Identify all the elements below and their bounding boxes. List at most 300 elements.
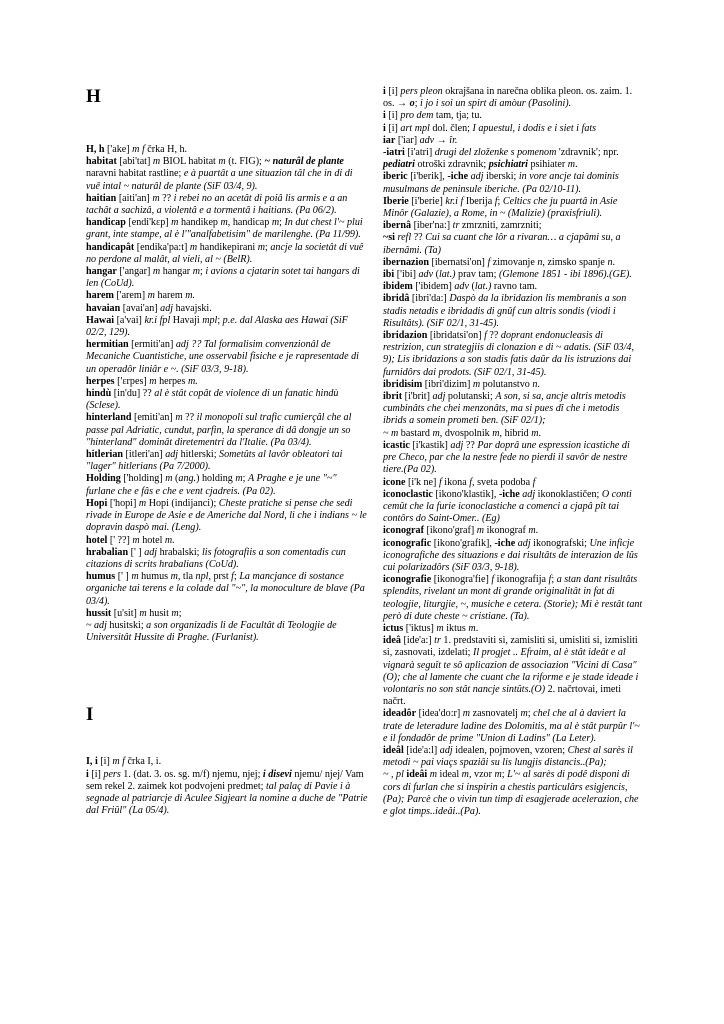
- entry-text: Cheste pratiche si pense che sedi rivade in Europe de Asie e de Americhe dal Nord, li che i indians ~ le dopravin daspò mai. (Leng).: [86, 497, 367, 534]
- entry-text: (: [433, 269, 439, 281]
- entries-i: [86, 756, 368, 817]
- entry-text: [ide'a:]: [400, 635, 435, 647]
- entry-text: n: [607, 256, 613, 268]
- entry-headword: humus: [86, 571, 116, 583]
- entry-text: , handicap: [227, 217, 272, 229]
- entry-text: m f: [112, 756, 125, 768]
- entry-text: m: [567, 159, 576, 171]
- entry-headword: ideadôr: [383, 708, 417, 720]
- entry-text: adj: [450, 439, 464, 451]
- entry-text: bastard: [398, 427, 433, 439]
- dictionary-entry: [86, 156, 368, 193]
- entry-text: m: [220, 217, 228, 229]
- entry-text: ;: [265, 241, 271, 253]
- entry-headword: ibi: [383, 269, 395, 281]
- entry-headword: handicapât: [86, 241, 135, 253]
- entry-text: 1. (dat. 3. os. sg. m/f) njemu, njej;: [120, 768, 263, 780]
- dictionary-entry: [86, 303, 368, 315]
- entry-headword: handicap: [86, 217, 126, 229]
- entry-text: idealen, pojmoven, vzoren;: [452, 744, 568, 756]
- entry-text: m: [171, 607, 179, 619]
- entry-text: m: [147, 290, 155, 302]
- entry-headword: ictus: [383, 622, 404, 634]
- entry-text: [i'brit]: [402, 391, 433, 403]
- entry-text: [i'atri]: [404, 147, 435, 159]
- entry-headword: -iatri: [383, 147, 405, 159]
- entry-text: naravni habitat rastline;: [86, 168, 184, 180]
- dictionary-entry: [383, 281, 645, 293]
- entry-text: [i]: [88, 768, 104, 780]
- entry-text: m.: [164, 534, 175, 546]
- entry-text: ['arem]: [113, 290, 148, 302]
- entry-text: .: [475, 622, 479, 634]
- entry-text: (: [468, 281, 475, 293]
- entry-headword: harem: [86, 290, 114, 302]
- entry-headword: hussit: [86, 607, 112, 619]
- dictionary-entry: [86, 242, 368, 266]
- entry-text: In dut chest l'~ plui grant, inte stampe, al è l'"analfabetisim" de marilenghe. (Pa 11/99).: [86, 217, 363, 241]
- entry-text: pediatri: [383, 159, 415, 171]
- entry-text: [a'vai]: [114, 314, 145, 326]
- entry-text: Tal formalisim convenzionâl de Mecaniche Cuantistiche, une osservabil fisiche e je rapresentade di un operadôr liniâr e ~. (SiF 03/3, 9-18).: [86, 339, 359, 375]
- entry-headword: havaian: [86, 302, 121, 314]
- entry-text: e à puartât a une situazion tâl che in di di vuê intal ~ naturâl de plante (SiF 03/4, 9).: [86, 168, 353, 192]
- entry-headword: i: [86, 768, 89, 780]
- entry-text: (: [172, 473, 179, 485]
- entry-text: f: [548, 574, 552, 586]
- entry-text: ;: [551, 574, 557, 586]
- entry-text: [endika'pa:t]: [134, 241, 190, 253]
- entry-text: polutanstvo: [480, 378, 533, 390]
- dictionary-entry: [86, 756, 368, 768]
- entry-text: ['ibidem]: [412, 281, 455, 293]
- dictionary-entry: [86, 620, 368, 644]
- entry-text: A Praghe e je une "~" furlane che e fâs e che e vent cjadreis. (Pa 02).: [86, 473, 337, 497]
- entry-text: Sometûts al lavôr obleatori tai "lager" hitlerians (Pa 7/2000).: [86, 449, 343, 473]
- entry-headword: ibidem: [383, 281, 413, 293]
- entry-text: tam, tja; tu.: [433, 110, 482, 122]
- entry-headword: ideâ: [383, 635, 401, 647]
- entry-text: Cui sa cuant che lôr a rivaran… a cjapâmi su, a ibernâmi. (Ta): [383, 232, 621, 256]
- entry-text: m: [492, 427, 500, 439]
- entry-headword: i: [383, 110, 386, 122]
- entry-text: ~ , pl: [383, 769, 404, 781]
- entry-text: npl: [195, 571, 209, 583]
- entry-text: m: [531, 427, 539, 439]
- dictionary-entry: [86, 193, 368, 217]
- entry-text: handikep: [178, 217, 221, 229]
- entry-text: tr: [434, 635, 441, 647]
- entry-text: ??: [486, 330, 501, 342]
- entry-text: ;: [527, 708, 534, 720]
- entry-text: [i]: [385, 122, 401, 134]
- entry-text: ;: [217, 314, 223, 326]
- entry-headword: ibridâ: [383, 293, 410, 305]
- entry-text: m: [494, 769, 502, 781]
- entry-headword: hinterland: [86, 412, 132, 424]
- entry-headword: iar: [383, 134, 396, 146]
- entry-text: il monopoli sul trafic cumierçâl che al passe pal Adriatic, cundut, parfin, la sperance di dâ dongje un so "hinterland" dominât diretementri da l'Italie. (Pa 03/4).: [86, 412, 352, 448]
- entry-text: ['ɛrpes]: [114, 375, 150, 387]
- entry-text: ['hopi]: [107, 497, 139, 509]
- entry-headword: habitat: [86, 156, 117, 168]
- dictionary-entry: [383, 745, 645, 769]
- dictionary-entry: [86, 535, 368, 547]
- dictionary-entry: [383, 574, 645, 623]
- entry-text: Par doprâ une espression icastiche di pre Checo, par che la nestre fede no pierdi il savôr de nestre tiere.(Pa 02).: [383, 439, 630, 476]
- dictionary-entry: [86, 608, 368, 620]
- section-heading-h: H: [86, 86, 101, 107]
- dictionary-entry: [383, 135, 645, 147]
- entry-text: adv: [454, 281, 469, 293]
- entry-text: njemu/ njej/ Vam sem rekel 2. zaimek kot podvojeni predmet;: [86, 768, 364, 792]
- entry-text: ??: [182, 412, 197, 424]
- entry-text: adj ??: [175, 339, 202, 351]
- dictionary-entry: [383, 538, 645, 575]
- dictionary-entry: [383, 635, 645, 708]
- entry-text: .: [575, 159, 578, 171]
- entry-text: [i'berik],: [407, 171, 448, 183]
- entry-headword: iberic: [383, 171, 408, 183]
- dictionary-entry: [383, 525, 645, 537]
- entry-text: I apuestul, i dodis e i siet i fats: [472, 122, 597, 134]
- entry-text: Daspò da la ibridazion lis membranis a son stadis netadis e ibridadis di gnûf cun altris sondis (viodi i Risultâts). (SiF 02/1, 31-45).: [383, 293, 627, 329]
- dictionary-entry: [86, 547, 368, 571]
- entry-text: , zimsko spanje: [542, 256, 608, 268]
- entry-text: črka I, i.: [124, 756, 162, 768]
- entry-text: n: [537, 256, 543, 268]
- entry-text: 'zdravnik'; npr.: [556, 147, 619, 159]
- entry-text: L'~ al sarès di podê disponi di cors di furlan che si inspirin a chestis particulârs esigjencis,(Pa); Parcè che o vivin tun timp di esagjerade acelerazion, che e glot timps..ideâi..(Pa).: [383, 769, 639, 817]
- entry-text: f: [532, 476, 536, 488]
- entry-text: [' ??]: [107, 534, 133, 546]
- entry-headword: ibridazion: [383, 330, 428, 342]
- entry-text: , tla: [177, 571, 196, 583]
- entry-text: m: [528, 525, 536, 537]
- entry-headword: ideâl: [383, 744, 404, 756]
- dictionary-entry: [383, 293, 645, 330]
- entry-text: havajski.: [173, 302, 212, 314]
- entry-text: ;: [233, 571, 240, 583]
- entry-text: A son, si sa, ancje altris metodis cumbinâts che chei menzonâts, ma si pues dî che i metodis ibrids a somein prometi ben. (SiF 02/1);: [383, 391, 626, 427]
- entry-text: lat.): [474, 281, 492, 293]
- dictionary-entry: [383, 232, 645, 256]
- entry-text: [' ]: [128, 546, 145, 558]
- entry-text: [ibri'dizim]: [422, 378, 473, 390]
- entry-text: ;: [242, 473, 248, 485]
- entry-text: O conti cemût che la furie iconoclastiche a comenci a cjapâ pît tai contôrs do Saint-Omer.. (Eg): [383, 488, 632, 525]
- entry-text: refl: [397, 232, 412, 244]
- entry-headword: ibrit: [383, 391, 403, 403]
- entry-text: ~ m: [383, 427, 399, 439]
- entry-headword: Hawai: [86, 314, 115, 326]
- entry-text: m: [468, 622, 476, 634]
- dictionary-entry: [383, 123, 645, 135]
- entry-text: f: [469, 476, 473, 488]
- entry-text: zmrzniti, zamrzniti;: [459, 220, 542, 232]
- entry-text: Celtics che ju puartâ in Asie Minôr (Galazie), a Rome, in ~ (Malizie) (praxisfriuli).: [383, 195, 618, 220]
- entry-text: doprant endonucleasis di restrizion, cun strategjiis di clonazion e di ~ adatis. (SiF 03/4, 9); Lis ibridazions a son stadis fatis daûr da lis istruzions dai furnidôrs dai prodots. (SiF 02/1, 31-45).: [383, 330, 634, 378]
- entry-headword: herpes: [86, 375, 115, 387]
- entry-text: art mpl: [400, 122, 430, 134]
- entry-text: [endi'kɛp]: [125, 217, 172, 229]
- entry-headword: Iberie: [383, 195, 409, 207]
- entry-text: m: [171, 217, 179, 229]
- entry-text: n: [532, 378, 538, 390]
- entry-text: [ikono'graf]: [423, 525, 477, 537]
- entry-text: ikonografija: [494, 574, 549, 586]
- dictionary-entry: [86, 388, 368, 412]
- entry-text: [aiti'an]: [116, 192, 153, 204]
- entry-text: adj: [160, 302, 174, 314]
- entry-text: [i]: [385, 86, 401, 97]
- entry-text: m: [138, 497, 147, 509]
- entry-text: ['holding]: [120, 473, 166, 485]
- entry-text: in vore ancje tai dominis musulmans de peninsule iberiche. (Pa 02/10-11).: [383, 171, 619, 195]
- entry-text: hrabalski;: [157, 546, 202, 558]
- entry-text: [' ]: [115, 571, 132, 583]
- entry-text: , vzor: [468, 769, 495, 781]
- entry-text: Havaji: [170, 314, 203, 326]
- entry-text: Hopi (indijanci);: [146, 497, 219, 509]
- entry-text: ~ naturâl de plante: [264, 156, 344, 168]
- entry-text: i jo i soi un spirt di amòur (Pasolini).: [420, 98, 572, 110]
- entry-headword: hangar: [86, 266, 117, 278]
- entry-headword: ibridisim: [383, 378, 423, 390]
- entry-text: m: [218, 156, 226, 168]
- entry-text: Iberija: [463, 195, 495, 207]
- entry-text: husit: [146, 607, 172, 619]
- entry-text: prav tam;: [455, 269, 499, 281]
- entry-text: m: [436, 622, 444, 634]
- entry-text: a stan dant risultâts splendits, rivelant un mont di grande originalitât in fat di teologjie, liturgjie, ~, musiche e cetera. (Storie); Mi è restât tant però di dute cheste ~ cristiane. (Ta).: [383, 574, 643, 622]
- entry-text: ;: [414, 98, 421, 110]
- entry-text: [i'berie]: [408, 195, 446, 207]
- dictionary-entry: [86, 315, 368, 339]
- dictionary-entry: [383, 428, 645, 440]
- entry-text: ~ adj: [86, 619, 107, 631]
- entry-text: hangar: [160, 266, 193, 278]
- entry-text: adv → îr.: [419, 134, 458, 146]
- dictionary-entry: [383, 147, 645, 171]
- entry-headword: -iche: [494, 537, 516, 549]
- dictionary-entry: [383, 477, 645, 489]
- dictionary-entry: [383, 220, 645, 232]
- entry-text: pers pleon: [400, 86, 443, 97]
- entry-text: ;: [279, 217, 285, 229]
- entry-text: m: [175, 412, 183, 424]
- entry-text: i rebei no an acetât di poiâ lis armis e a an tachât a sachizâ, a violentâ e a tormentâ i haitians. (Pa 06/2).: [86, 192, 348, 217]
- entry-text: [in'du] ??: [111, 388, 155, 400]
- entry-text: [emiti'an]: [131, 412, 176, 424]
- entry-text: psihiater: [527, 159, 568, 171]
- entry-text: ;: [497, 195, 503, 207]
- entry-headword: hitlerian: [86, 449, 124, 461]
- entry-text: humus: [138, 571, 171, 583]
- entry-text: , hibrid: [499, 427, 532, 439]
- dictionary-entry: [383, 269, 645, 281]
- entry-text: m: [170, 571, 178, 583]
- entry-text: ['ake]: [104, 144, 133, 155]
- dictionary-entry: [86, 376, 368, 388]
- entry-headword: ideâi: [406, 769, 428, 781]
- entry-text: pers: [103, 768, 121, 780]
- entry-text: kr.i f: [445, 195, 464, 207]
- entry-text: ['angar]: [116, 266, 153, 278]
- entry-headword: -iche: [447, 171, 469, 183]
- entry-text: ;: [199, 266, 206, 278]
- entries-right: [383, 86, 645, 818]
- entry-text: .: [538, 427, 542, 439]
- entry-text: tr: [452, 220, 460, 232]
- entry-text: dol. člen;: [429, 122, 473, 134]
- entry-text: drugi del zloženke s pomenom: [434, 147, 557, 159]
- dictionary-entry: [383, 623, 645, 635]
- entry-text: ikonoklastičen;: [535, 488, 602, 500]
- entry-text: m: [271, 217, 280, 229]
- entry-text: handikepirani: [197, 241, 258, 253]
- entry-text: m: [192, 266, 200, 278]
- entry-text: ancje la societât di vuê no perdone al malât, al vieli, al ~ (BelR).: [86, 241, 364, 265]
- entry-text: m: [520, 708, 528, 720]
- dictionary-entry: [86, 571, 368, 608]
- entry-text: f: [491, 574, 495, 586]
- entry-text: f: [438, 476, 442, 488]
- entry-text: , prst: [208, 571, 232, 583]
- entry-text: zimovanje: [490, 256, 538, 268]
- entry-text: črka H, h.: [144, 144, 188, 155]
- dictionary-entry: [383, 86, 645, 110]
- entry-text: [itleri'an]: [123, 449, 166, 461]
- entry-text: ??: [159, 192, 174, 204]
- entry-text: polutanski;: [445, 391, 496, 403]
- entry-headword: ibernazion: [383, 256, 429, 268]
- entry-text: ikonografski;: [530, 537, 590, 549]
- entry-text: o: [409, 98, 415, 110]
- entry-text: f: [484, 330, 487, 342]
- entry-text: adj: [439, 744, 453, 756]
- dictionary-entry: [86, 412, 368, 449]
- dictionary-entry: [383, 489, 645, 526]
- entry-text: [i'kastik]: [409, 439, 451, 451]
- entry-text: herpes: [156, 375, 188, 387]
- entry-text: ['ibi]: [394, 269, 419, 281]
- entry-text: [i]: [385, 110, 401, 122]
- dictionary-entry: [383, 330, 645, 379]
- dictionary-entry: [86, 449, 368, 473]
- entry-text: iberski;: [483, 171, 519, 183]
- entry-headword: H, h: [86, 144, 105, 155]
- entry-text: [iber'na:]: [411, 220, 453, 232]
- entry-headword: I, i: [86, 756, 98, 768]
- entry-text: ang.: [178, 473, 197, 485]
- entry-text: [idea'do:r]: [416, 708, 463, 720]
- entry-text: psichiatri: [488, 159, 528, 171]
- entry-text: adv: [418, 269, 434, 281]
- dictionary-entry: [86, 498, 368, 535]
- dictionary-entry: [86, 144, 368, 156]
- entry-text: chel che al à daviert la trate de leteradure ladine des Dolomitis, ma al è stât purpûr l'~ e il fondadôr de prime "Union di Ladins" (La Leter).: [383, 708, 640, 744]
- entry-text: [ikono'klastik],: [432, 488, 499, 500]
- entry-text: m: [257, 241, 266, 253]
- entry-text: p.e. dal Alaska aes Hawai (SiF 02/2, 129).: [86, 314, 348, 339]
- entry-text: adj: [432, 391, 446, 403]
- dictionary-entry: [383, 440, 645, 477]
- entry-text: [ide'a:l]: [403, 744, 440, 756]
- entry-text: i disevi: [262, 768, 292, 780]
- entry-text: m: [472, 378, 481, 390]
- entry-text: okrajšana in narečna oblika pleon. os. zaim. 1. os. →: [383, 86, 633, 110]
- entry-text: La mancjance di sostance organiche tai terens e la colade dal "~", la monoculture de blave (Pa 03/4).: [86, 571, 365, 607]
- entry-text: m.: [187, 375, 198, 387]
- entry-headword: haitian: [86, 192, 117, 204]
- entry-text: .: [612, 256, 616, 268]
- entry-text: ??: [463, 439, 478, 451]
- dictionary-entry: [383, 391, 645, 428]
- entry-text: BIOL habitat: [160, 156, 219, 168]
- entry-text: [ibridatsi'on]: [427, 330, 485, 342]
- entry-text: f: [231, 571, 234, 583]
- entry-text: m: [152, 156, 161, 168]
- dictionary-entry: [383, 379, 645, 391]
- entry-headword: iconografic: [383, 537, 432, 549]
- entry-text: 2. načrtovai, imeti načrt.: [383, 683, 622, 708]
- entry-text: m: [139, 607, 147, 619]
- entry-text: [ikono'grafik],: [431, 537, 495, 549]
- entry-headword: i: [383, 86, 386, 97]
- entry-text: m: [429, 769, 437, 781]
- entry-text: ) holding: [196, 473, 236, 485]
- right-column: [383, 86, 645, 818]
- entry-text: lis fotografiis a son comentadis cun citazions di scrits hrabalians (CoUd).: [86, 546, 346, 570]
- entry-text: ikona: [441, 476, 470, 488]
- entry-text: m: [152, 266, 161, 278]
- dictionary-entry: [383, 708, 645, 745]
- entry-text: (Glemone 1851 - ibi 1896).(GE).: [498, 269, 632, 281]
- entry-text: adj: [144, 546, 158, 558]
- entry-text: m: [432, 427, 440, 439]
- entry-text: a son organizadis li de Facultât di Teologjie de Universitât Hussite di Praghe. (Furlanist).: [86, 619, 337, 644]
- dictionary-entry: [86, 217, 368, 241]
- entry-text: [ibernatsi'on]: [428, 256, 488, 268]
- entry-text: adj: [517, 537, 531, 549]
- entry-text: ['iar]: [395, 134, 420, 146]
- entry-text: tal palaç di Pavie i à segnade al patriarcje di Aculee Sigjeart la nomine a duche de "Patrie dal Friûl" (La 05/4).: [86, 780, 368, 817]
- entry-text: ;: [178, 607, 182, 619]
- entry-headword: ibernâ: [383, 220, 412, 232]
- entry-text: husitski;: [106, 619, 147, 631]
- entry-text: i avions a cjatarin sotet tai hangars di len (CoUd).: [86, 266, 360, 290]
- entry-text: ideal: [437, 769, 462, 781]
- entries-h: [86, 144, 368, 644]
- entry-text: Une inficje iconografiche des situazions e dai risultâts de interazion de lûs cui polarizadôrs (SiF 03/3, 9-18).: [383, 537, 638, 573]
- entry-text: m: [152, 192, 160, 204]
- entry-headword: hrabalian: [86, 546, 129, 558]
- entry-text: m: [461, 769, 469, 781]
- entry-text: m: [189, 241, 198, 253]
- entry-text: .: [535, 525, 539, 537]
- entry-text: ;: [501, 769, 508, 781]
- entry-headword: iconoclastic: [383, 488, 433, 500]
- entry-text: [avai'an]: [120, 302, 161, 314]
- entry-headword: hermitian: [86, 339, 129, 351]
- entry-text: Chest al sarès il metodi ~ pai viaçs spaziâi su lis lungjis distancis..(Pa);: [383, 744, 633, 769]
- entry-text: (t. FIG);: [225, 156, 265, 168]
- entry-text: hitlerski;: [178, 449, 220, 461]
- entry-headword: Hopi: [86, 497, 108, 509]
- entry-headword: i: [383, 122, 386, 134]
- entry-text: ikonograf: [484, 525, 529, 537]
